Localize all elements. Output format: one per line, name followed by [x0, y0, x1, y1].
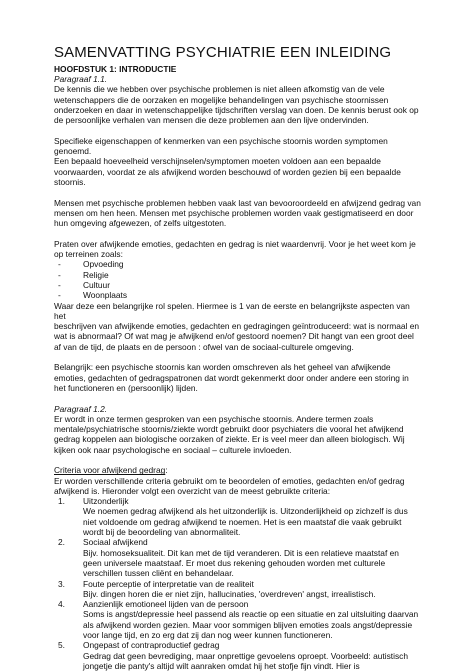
document-title: SAMENVATTING PSYCHIATRIE EEN INLEIDING — [54, 44, 392, 61]
definition-paragraph: Belangrijk: een psychische stoornis kan worden omschreven als het geheel van afwijkende emoties, gedachten of gedragspatronen dat wordt gekenmerkt door onder andere een storing in het functioneren en (persoonlijk) lijden. — [54, 362, 409, 393]
symptoms-paragraph: Specifieke eigenschappen of kenmerken van een psychische stoornis worden symptomen genoemd. Een bepaald hoeveelheid verschijnselen/symptomen moeten voldoen aan een bepaalde voorwaarden, voordat ze als afwijkend worden beschouwd of worden gezien bij een bepaalde stoornis. — [54, 135, 401, 187]
terminology-paragraph: Er wordt in onze termen gesproken van een psychische stoornis. Andere termen zoals mentale/psychiatrische stoornis/ziekte wordt gebruikt door psychiaters die vooral het afwijkend gedrag koppelen aan biologische oorzaken of ziekte. Er is veel meer dan alleen biologisch. Wij kijken ook naar psychologische en sociaal – culturele invloeden. — [54, 413, 405, 455]
criteria-intro-paragraph: Er worden verschillende criteria gebruikt om te beoordelen of emoties, gedachten en/of gedrag afwijkend is. Hieronder volgt een overzicht van de meest gebruikte criteria: — [54, 475, 405, 496]
intro-paragraph: De kennis die we hebben over psychische problemen is niet alleen afkomstig van de vele wetenschappers die de oorzaken en mogelijke behandelingen van psychische stoornissen onderzoeken en daar in wetenschappelijke tijdschriften verslag van doen. De kennis berust ook op de persoonlijke verhalen van mensen die deze problemen aan den lijve ondervinden. — [54, 84, 419, 126]
paragraph-1-1-heading: Paragraaf 1.1. — [54, 74, 108, 84]
values-paragraph: Praten over afwijkende emoties, gedachten en gedrag is niet waardenvrij. Voor je het weet kom je op terreinen zoals: — [54, 238, 416, 260]
domains-list — [54, 259, 422, 300]
list-item: 5. Ongepast of contraproductief gedrag Gedrag dat geen bevrediging, maar onprettige gevoelens oproept. Voorbeeld: autistisch jongetje die panty's altijd wilt aanraken omdat hij het stofje fijn vindt. Hier is — [58, 640, 408, 671]
chapter-heading: HOOFDSTUK 1: INTRODUCTIE — [54, 64, 177, 74]
stigma-paragraph: Mensen met psychische problemen hebben vaak last van bevooroordeeld en afwijzend gedrag van mensen om hen heen. Mensen met psychische problemen worden vaak gestigmatiseerd en door hun omgeving afgewezen, of zelfs uitgestoten. — [54, 197, 421, 229]
list-item: 4. Aanzienlijk emotioneel lijden van de persoon Soms is angst/depressie heel passend als reactie op een situatie en zal uitsluiting daarvan als afwijkend worden gezien. Maar voor sommigen blijven emoties zoals angst/depressie voor lange tijd, en zo erg dat zij dan nog weer kunnen functioneren. — [58, 599, 419, 641]
list-item: - Cultuur — [58, 279, 110, 290]
criteria-list — [54, 496, 422, 671]
list-item: - Religie — [58, 269, 109, 280]
list-item: 3. Foute perceptie of interpretatie van de realiteit Bijv. dingen horen die er niet zijn, hallucinaties, 'overdreven' angst, irrealistisch. — [58, 578, 376, 599]
list-item: 1. Uitzonderlijk We noemen gedrag afwijkend als het uitzonderlijk is. Uitzonderlijkheid op zichzelf is dus niet voldoende om gedrag afwijkend te noemen. Het is een maatstaf die vaak gebruikt wordt bij de beoordeling van abnormaliteit. — [58, 496, 408, 538]
normality-paragraph: Waar deze een belangrijke rol spelen. Hiermee is 1 van de eerste en belangrijkste aspecten van het beschrijven van afwijkende emoties, gedachten en gedragingen geïntroduceerd: wat is normaal en wat is abnormaal? Of wat mag je afwijkend en/of gestoord noemen? Dit hangt van een groot deel af van de tijd, de plaats en de persoon : ofwel van de sociaal-culturele omgeving. — [54, 300, 420, 352]
criteria-heading: Criteria voor afwijkend gedrag: — [54, 465, 168, 476]
paragraph-1-2-heading: Paragraaf 1.2. — [54, 403, 108, 414]
list-item: - Opvoeding — [58, 259, 124, 270]
list-item: 2. Sociaal afwijkend Bijv. homoseksualiteit. Dit kan met de tijd veranderen. Dit is een relatieve maatstaf en geen universele maatstaaf. Er moet dus rekening gehouden worden met culturele verschillen tussen cliënt en behandelaar. — [58, 537, 399, 579]
list-item: - Woonplaats — [58, 290, 128, 301]
